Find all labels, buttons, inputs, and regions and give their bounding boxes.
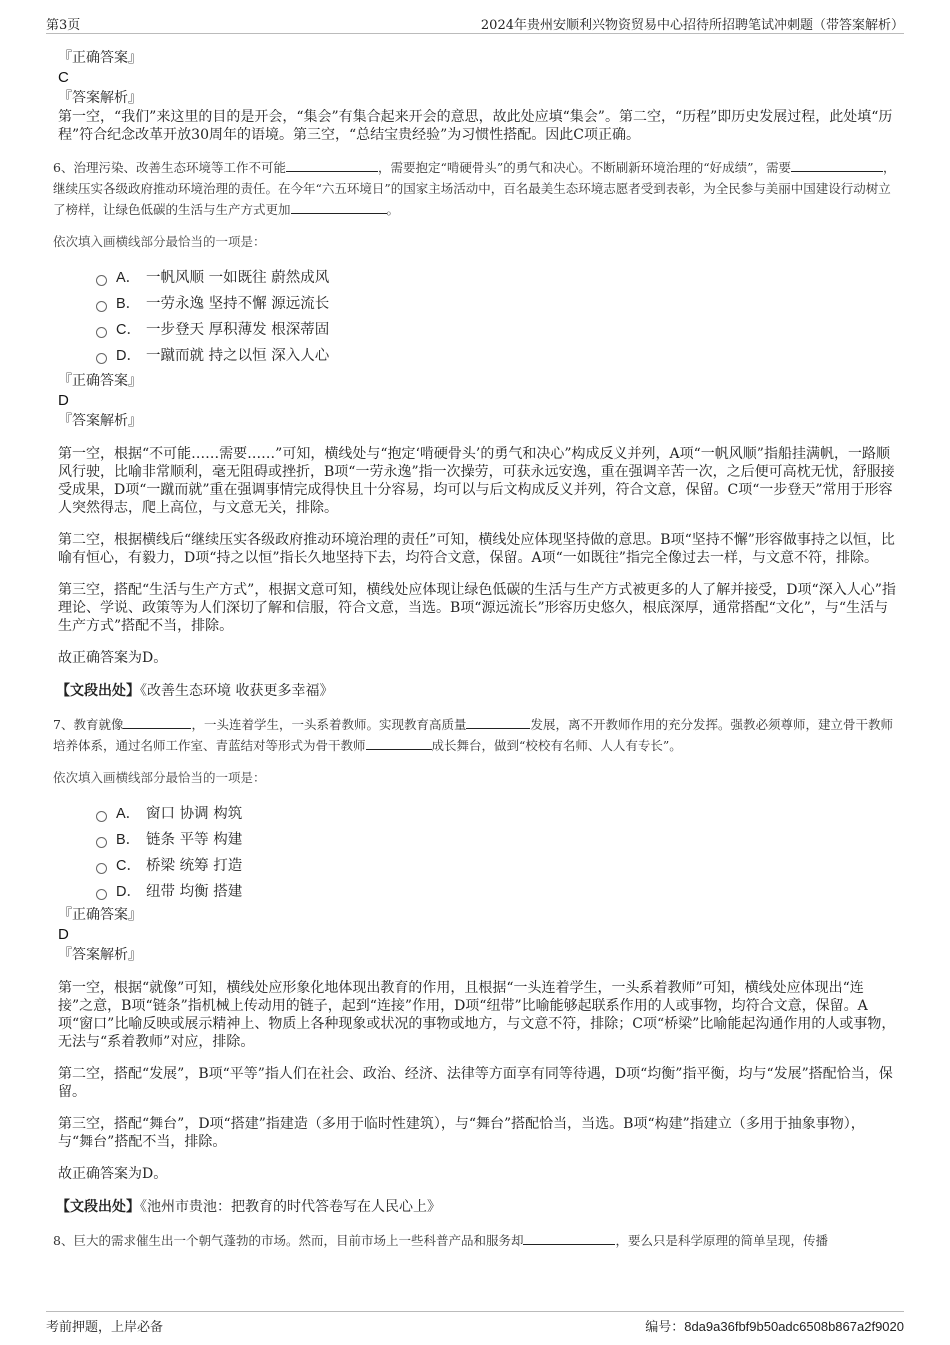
option-list [96,801,898,905]
analysis-conclusion: 故正确答案为D。 [58,650,168,666]
source-line: 【文段出处】《改善生态环境 收获更多幸福》 [56,683,334,699]
radio-icon[interactable] [96,327,107,338]
question-prompt: 依次填入画横线部分最恰当的一项是： [53,234,266,249]
option-list [96,265,898,369]
analysis-paragraph: 第二空，搭配“发展”，B项“平等”指人们在社会、政治、经济、法律等方面享有同等待遇，D项“均衡”指平衡，均与“发展”搭配恰当，保留。 [58,1066,893,1100]
answer-blank [366,737,432,750]
page-footer [46,1311,904,1335]
correct-answer-label: 『正确答案』 [58,373,142,389]
correct-answer-label: 『正确答案』 [58,50,142,66]
question-8: 8、巨大的需求催生出一个朝气蓬勃的市场。然而，目前市场上一些科普产品和服务却 ，要么只是科学原理的简单呈现，传播 [53,1233,828,1248]
radio-icon[interactable] [96,353,107,364]
analysis-paragraph: 第二空，根据横线后“继续压实各级政府推动环境治理的责任”可知，横线处应体现坚持做的意思。B项“坚持不懈”形容做事持之以恒，比喻有恒心，有毅力，D项“持之以恒”指长久地坚持下去，均符合文意，保留。A项“一如既往”指完全像过去一样，与文意不符，排除。 [58,532,895,566]
analysis-paragraph: 第三空，搭配“舞台”，D项“搭建”指建造（多用于临时性建筑），与“舞台”搭配恰当，当选。B项“构建”指建立（多用于抽象事物），与“舞台”搭配不当，排除。 [58,1116,865,1150]
page-header [46,12,904,34]
document-code: 编号：8da9a36fbf9b50adc6508b867a2f9020 [645,1319,904,1334]
answer-blank [523,1232,615,1245]
radio-icon[interactable] [96,275,107,286]
correct-answer-value: D [58,392,69,409]
option-d[interactable]: D． 纽带 均衡 搭建 [96,879,898,905]
document-title: 2024年贵州安顺利兴物资贸易中心招待所招聘笔试冲刺题（带答案解析） [480,18,904,33]
correct-answer-label: 『正确答案』 [58,907,142,923]
analysis-label: 『答案解析』 [58,90,142,106]
analysis-label: 『答案解析』 [58,413,142,429]
question-number: 8、 [53,1233,74,1248]
option-b[interactable]: B． 链条 平等 构建 [96,827,898,853]
answer-blank [123,716,191,729]
answer-blank [291,201,387,214]
source-line: 【文段出处】《池州市贵池：把教育的时代答卷写在人民心上》 [56,1199,441,1215]
correct-answer-value: C [58,69,69,86]
analysis-text: 第一空，“我们”来这里的目的是开会，“集会”有集合起来开会的意思，故此处应填“集会”。第二空，“历程”即历史发展过程，此处填“历程”符合纪念改革开放30周年的语境。第三空，“总结宝贵经验”为习惯性搭配。因此C项正确。 [58,109,893,143]
radio-icon[interactable] [96,863,107,874]
page-number: 第3页 [46,18,81,33]
question-number: 6、 [53,160,74,175]
question-number: 7、 [53,717,74,732]
analysis-label: 『答案解析』 [58,947,142,963]
radio-icon[interactable] [96,889,107,900]
analysis-conclusion: 故正确答案为D。 [58,1166,168,1182]
answer-blank [791,159,883,172]
analysis-paragraph: 第三空，搭配“生活与生产方式”，根据文意可知，横线处应体现让绿色低碳的生活与生产方式被更多的人了解并接受，D项“深入人心”指理论、学说、政策等为人们深切了解和信服，符合文意，当选。B项“源远流长”形容历史悠久，根底深厚，通常搭配“文化”，与“生活与生产方式”搭配不当，排除。 [58,582,896,634]
document-body [53,48,898,1251]
correct-answer-value: D [58,926,69,943]
question-prompt: 依次填入画横线部分最恰当的一项是： [53,770,266,785]
footer-slogan: 考前押题，上岸必备 [46,1320,164,1335]
radio-icon[interactable] [96,811,107,822]
radio-icon[interactable] [96,301,107,312]
option-b[interactable]: B． 一劳永逸 坚持不懈 源远流长 [96,291,898,317]
option-a[interactable]: A． 窗口 协调 构筑 [96,801,898,827]
analysis-paragraph: 第一空，根据“不可能……需要……”可知，横线处与“抱定‘啃硬骨头’的勇气和决心”构成反义并列，A项“一帆风顺”指船挂满帆，一路顺风行驶，比喻非常顺利，毫无阻碍或挫折，B项“一劳永逸”指一次操劳，可获永远安逸，重在强调辛苦一次，之后便可高枕无忧，舒服接受成果，D项“一蹴而就”重在强调事情完成得快且十分容易，均可以与后文构成反义并列，符合文意，保留。C项“一步登天”常用于形容人突然得志，爬上高位，与文意无关，排除。 [58,446,895,516]
radio-icon[interactable] [96,837,107,848]
option-d[interactable]: D． 一蹴而就 持之以恒 深入人心 [96,343,898,369]
answer-blank [466,716,530,729]
question-6: 6、治理污染、改善生态环境等工作不可能 ，需要抱定“啃硬骨头”的勇气和决心。不断刷新环境治理的“好成绩”，需要 ，继续压实各级政府推动环境治理的责任。在今年“六五环境日”的国家主场活动中，百名最美生态环境志愿者受到表彰，为全民参与美丽中国建设行动树立了榜样，让绿色低碳的生活与生产方式更加 。 [53,160,896,217]
option-a[interactable]: A． 一帆风顺 一如既往 蔚然成风 [96,265,898,291]
answer-blank [286,159,378,172]
question-7: 7、教育就像 ，一头连着学生，一头系着教师。实现教育高质量 发展，离不开教师作用的充分发挥。强教必须尊师，建立骨干教师培养体系，通过名师工作室、青蓝结对等形式为骨干教师 成长舞台，做到“校校有名师、人人有专长”。 [53,717,893,753]
option-c[interactable]: C． 一步登天 厚积薄发 根深蒂固 [96,317,898,343]
analysis-paragraph: 第一空，根据“就像”可知，横线处应形象化地体现出教育的作用，且根据“一头连着学生，一头系着教师”可知，横线处应体现出“连接”之意，B项“链条”指机械上传动用的链子，起到“连接”作用，D项“纽带”比喻能够起联系作用的人或事物，均符合文意，保留。A项“窗口”比喻反映或展示精神上、物质上各种现象或状况的事物或地方，与文意不符，排除；C项“桥梁”比喻能起沟通作用的人或事物，无法与“系着教师”对应，排除。 [58,980,896,1050]
option-c[interactable]: C． 桥梁 统筹 打造 [96,853,898,879]
